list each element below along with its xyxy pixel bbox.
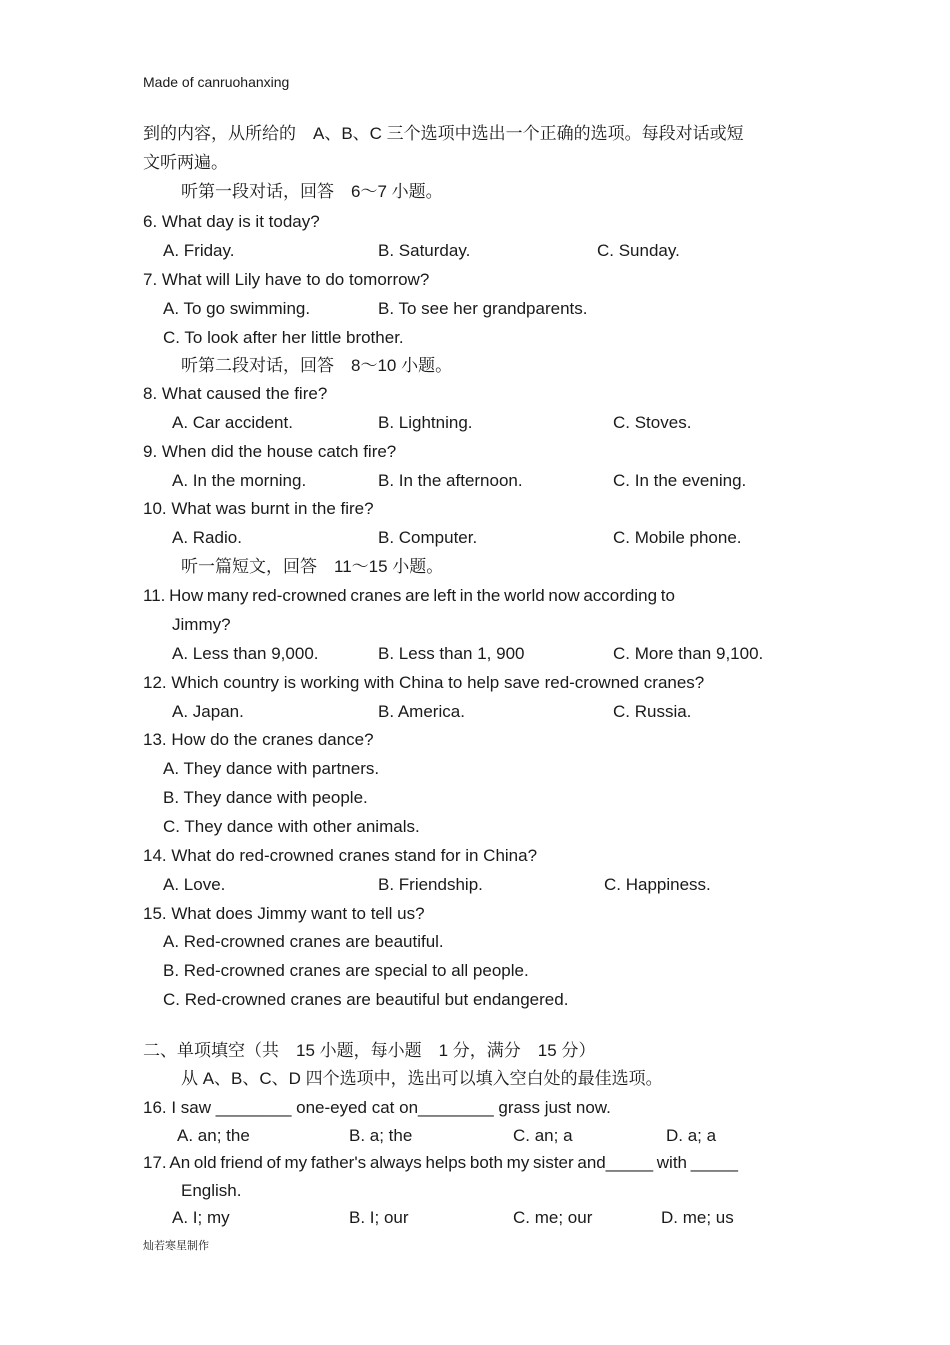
q16-option-a: A. an; the <box>177 1126 250 1145</box>
question-15: 15. What does Jimmy want to tell us? <box>143 904 425 923</box>
question-11-line-1: 11. How many red-crowned cranes are left in the world now according to <box>143 586 675 605</box>
q6-option-b: B. Saturday. <box>378 241 471 260</box>
q8-option-b: B. Lightning. <box>378 413 473 432</box>
question-14: 14. What do red-crowned cranes stand for in China? <box>143 846 538 865</box>
q10-option-a: A. Radio. <box>172 528 242 547</box>
q14-option-a: A. Love. <box>163 875 226 894</box>
q10-option-c: C. Mobile phone. <box>613 528 742 547</box>
q17-option-c: C. me; our <box>513 1208 593 1227</box>
q8-option-c: C. Stoves. <box>613 413 692 432</box>
question-7: 7. What will Lily have to do tomorrow? <box>143 270 430 289</box>
page-header: Made of canruohanxing <box>143 74 290 90</box>
part-2-instruction: 从 A、B、C、D 四个选项中，选出可以填入空白处的最佳选项。 <box>181 1069 663 1088</box>
section-dialogue-2: 听第二段对话，回答 8～10 小题。 <box>181 356 453 375</box>
q12-option-c: C. Russia. <box>613 702 692 721</box>
q11-option-a: A. Less than 9,000. <box>172 644 319 663</box>
q15-option-c: C. Red-crowned cranes are beautiful but endangered. <box>163 990 569 1009</box>
q13-option-c: C. They dance with other animals. <box>163 817 420 836</box>
q17-option-d: D. me; us <box>661 1208 734 1227</box>
intro-line-1: 到的内容，从所给的 A、B、C 三个选项中选出一个正确的选项。每段对话或短 <box>143 124 744 143</box>
q9-option-a: A. In the morning. <box>172 471 307 490</box>
q9-option-c: C. In the evening. <box>613 471 747 490</box>
q7-option-c: C. To look after her little brother. <box>163 328 404 347</box>
q11-option-b: B. Less than 1, 900 <box>378 644 525 663</box>
q6-option-a: A. Friday. <box>163 241 235 260</box>
question-10: 10. What was burnt in the fire? <box>143 499 374 518</box>
q15-option-b: B. Red-crowned cranes are special to all people. <box>163 961 529 980</box>
section-passage: 听一篇短文，回答 11～15 小题。 <box>181 557 444 576</box>
question-16: 16. I saw ________ one-eyed cat on________ grass just now. <box>143 1098 611 1117</box>
q10-option-b: B. Computer. <box>378 528 478 547</box>
q12-option-a: A. Japan. <box>172 702 244 721</box>
question-11-line-2: Jimmy? <box>172 615 231 634</box>
q9-option-b: B. In the afternoon. <box>378 471 523 490</box>
q15-option-a: A. Red-crowned cranes are beautiful. <box>163 932 444 951</box>
q13-option-a: A. They dance with partners. <box>163 759 380 778</box>
q16-option-b: B. a; the <box>349 1126 413 1145</box>
q17-option-b: B. I; our <box>349 1208 409 1227</box>
question-6: 6. What day is it today? <box>143 212 320 231</box>
question-13: 13. How do the cranes dance? <box>143 730 374 749</box>
q12-option-b: B. America. <box>378 702 465 721</box>
q17-option-a: A. I; my <box>172 1208 230 1227</box>
q16-option-c: C. an; a <box>513 1126 573 1145</box>
q6-option-c: C. Sunday. <box>597 241 680 260</box>
q7-option-a: A. To go swimming. <box>163 299 311 318</box>
section-dialogue-1: 听第一段对话，回答 6～7 小题。 <box>181 182 443 201</box>
intro-line-2: 文听两遍。 <box>143 153 228 172</box>
question-8: 8. What caused the fire? <box>143 384 328 403</box>
q11-option-c: C. More than 9,100. <box>613 644 764 663</box>
q14-option-b: B. Friendship. <box>378 875 483 894</box>
q13-option-b: B. They dance with people. <box>163 788 368 807</box>
q8-option-a: A. Car accident. <box>172 413 293 432</box>
question-12: 12. Which country is working with China to help save red-crowned cranes? <box>143 673 705 692</box>
part-2-title: 二、单项填空（共 15 小题，每小题 1 分，满分 15 分） <box>143 1041 596 1060</box>
question-17-line-1: 17. An old friend of my father's always helps both my sister and_____ with _____ <box>143 1153 738 1172</box>
q14-option-c: C. Happiness. <box>604 875 711 894</box>
q7-option-b: B. To see her grandparents. <box>378 299 588 318</box>
question-9: 9. When did the house catch fire? <box>143 442 397 461</box>
page-footer: 灿若寒星制作 <box>143 1240 209 1252</box>
q16-option-d: D. a; a <box>666 1126 717 1145</box>
question-17-line-2: English. <box>181 1181 242 1200</box>
